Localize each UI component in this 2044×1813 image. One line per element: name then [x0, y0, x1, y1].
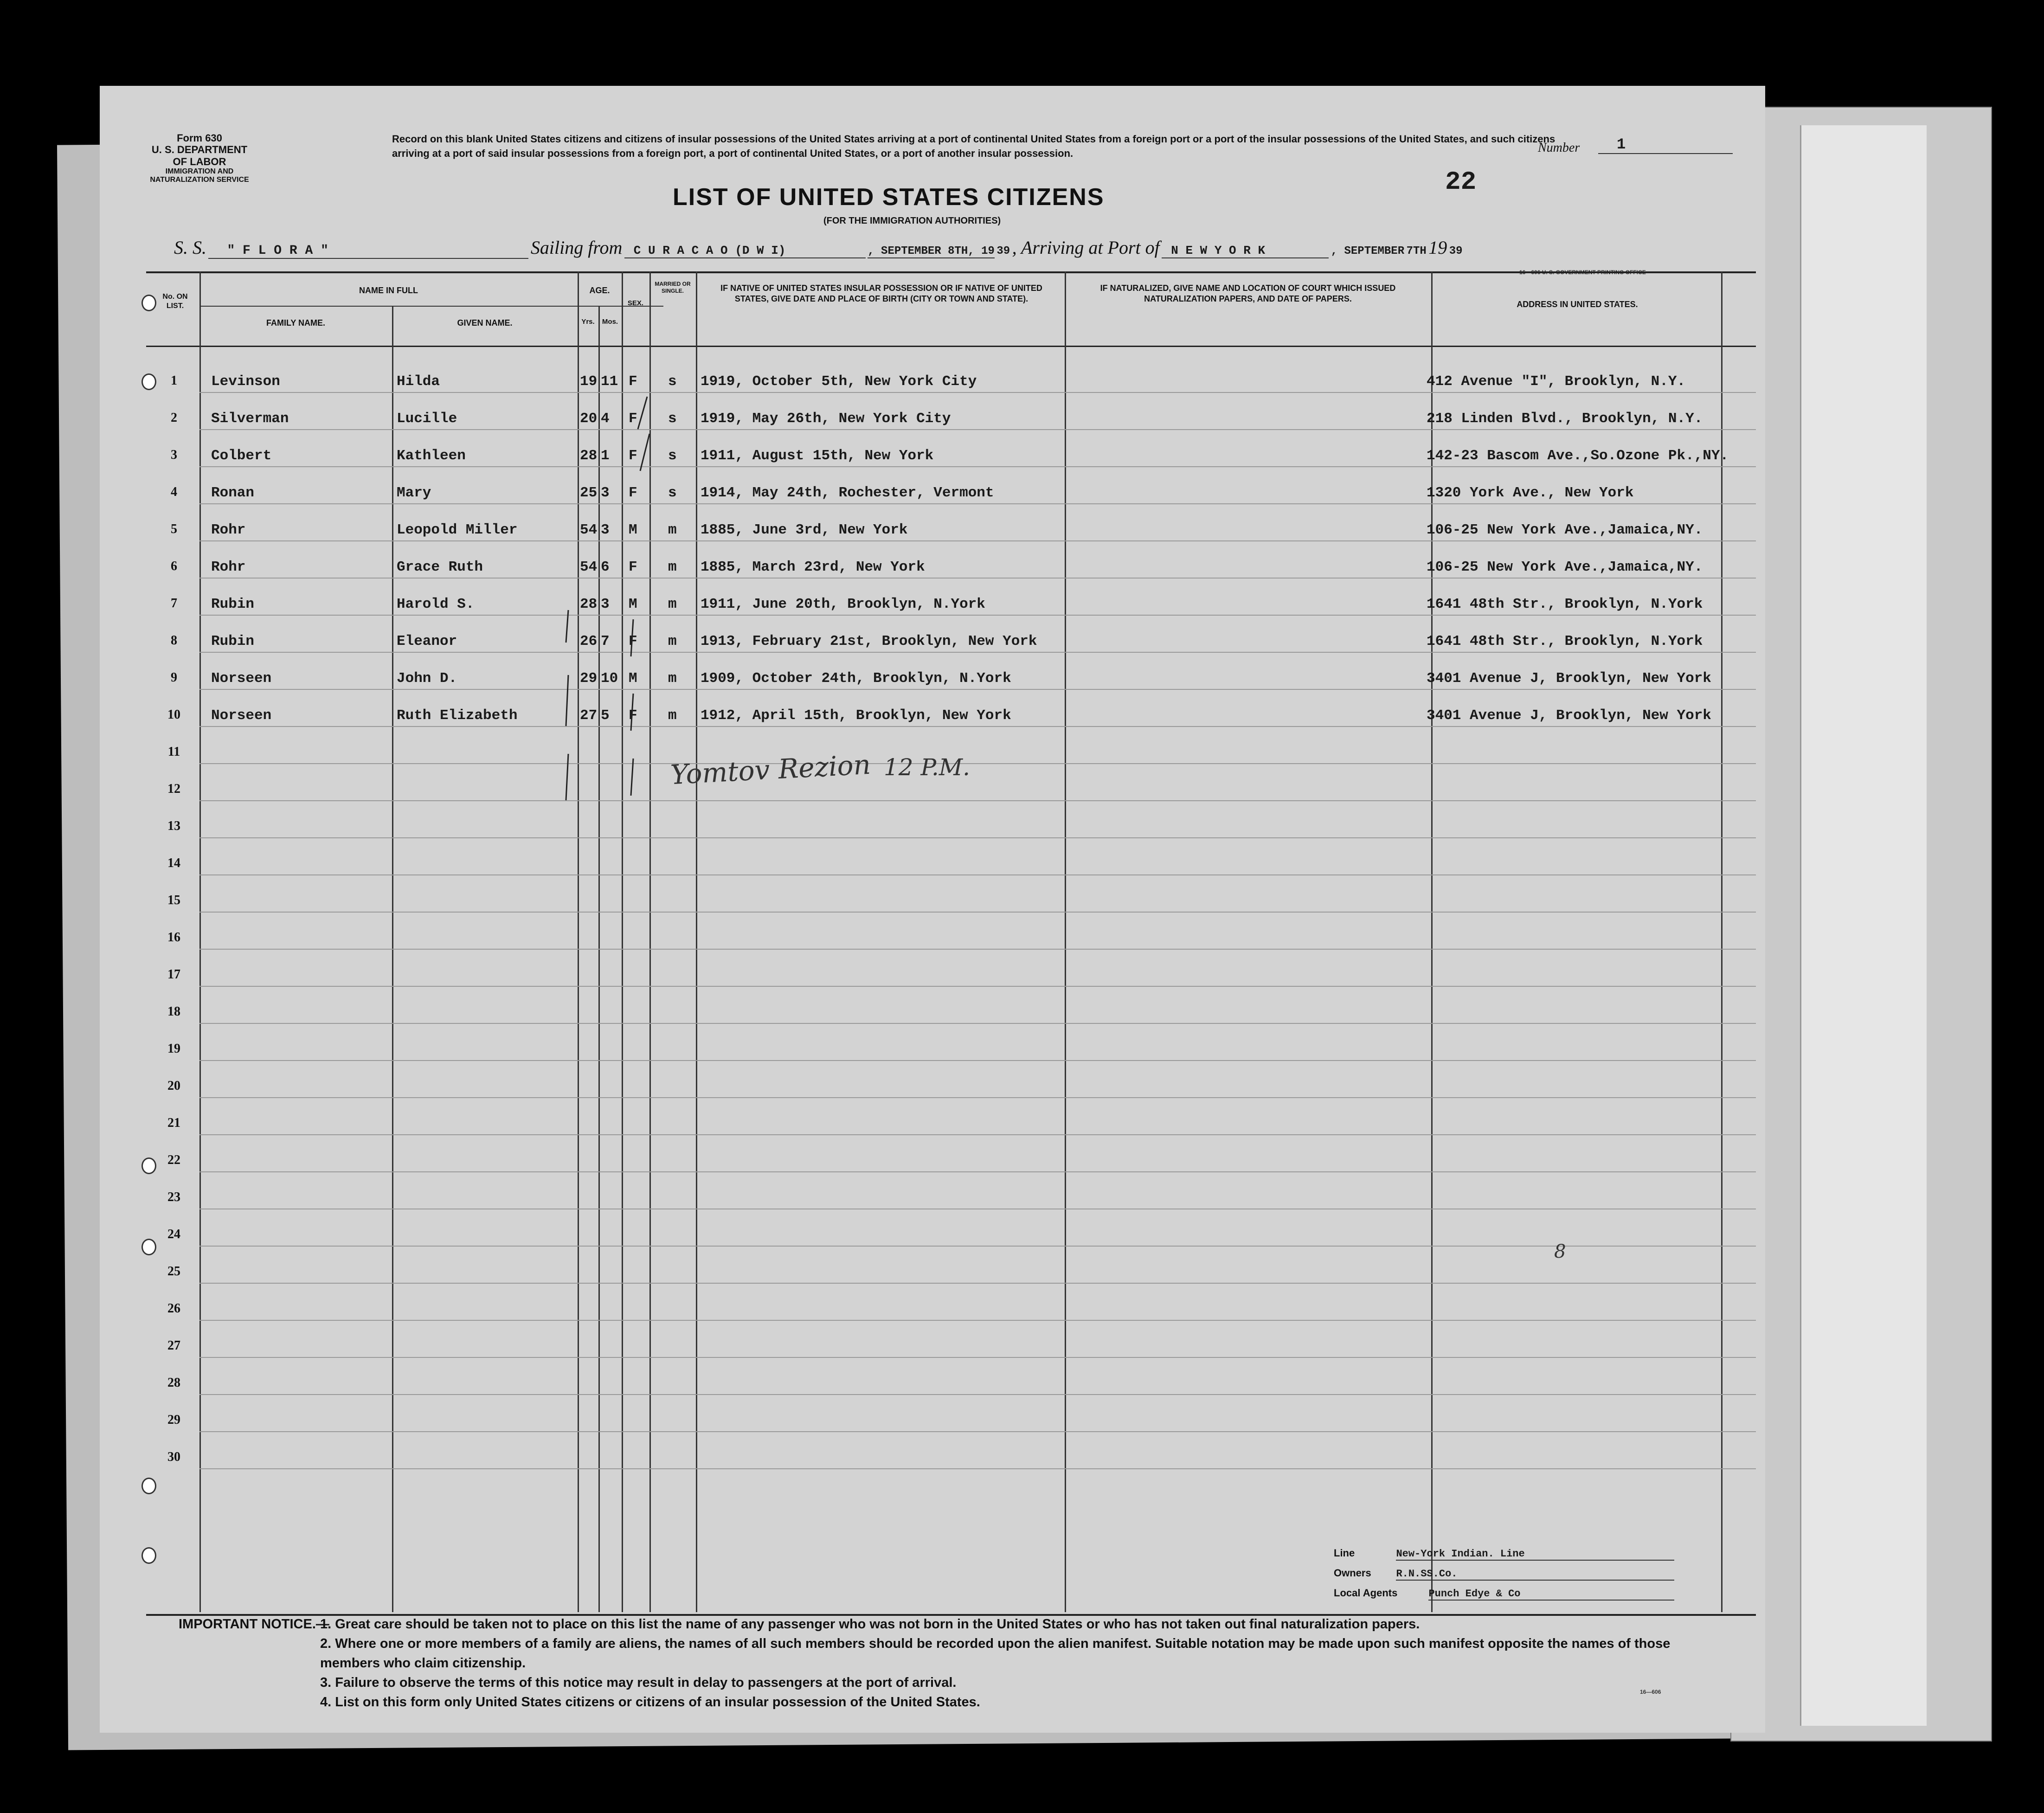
- binder-hole: [141, 373, 156, 390]
- footer-company: [1334, 1547, 1751, 1601]
- record-instructions: Record on this blank United States citizens and citizens of insular possessions of the United States arriving at a port of continental United States from a foreign port or a port of the insular possessions of the United States, and such citizens arriving at a port of said insular possessions from a foreign port, a port of continental United States, or a port of another insular possession.: [392, 133, 1555, 159]
- row-number: 24: [167, 1227, 180, 1241]
- birth-info: 1919, October 5th, New York City: [701, 373, 977, 390]
- col-name-header: NAME IN FULL: [359, 286, 418, 295]
- given-name: Ruth Elizabeth: [397, 707, 518, 724]
- row-number: 19: [167, 1042, 180, 1056]
- row-number: 15: [167, 893, 180, 907]
- row-rule: [199, 689, 1756, 690]
- row-number: 18: [167, 1004, 180, 1019]
- marital-status: m: [668, 670, 677, 687]
- row-rule: [199, 726, 1756, 727]
- row-number: 13: [167, 819, 180, 833]
- age-months: 6: [601, 559, 610, 575]
- row-number: 1: [171, 373, 177, 388]
- address: 3401 Avenue J, Brooklyn, New York: [1427, 670, 1711, 687]
- row-number: 23: [167, 1190, 180, 1204]
- marital-status: m: [668, 596, 677, 612]
- notice-items: [320, 1614, 1684, 1712]
- sex: F: [629, 448, 637, 464]
- address: 218 Linden Blvd., Brooklyn, N.Y.: [1427, 411, 1703, 427]
- col-married-header: MARRIED OR SINGLE.: [655, 281, 691, 294]
- age-years: 54: [580, 559, 598, 575]
- row-rule: [199, 1171, 1756, 1172]
- row-number: 27: [167, 1338, 180, 1353]
- birth-info: 1912, April 15th, Brooklyn, New York: [701, 707, 1011, 724]
- age-months: 1: [601, 448, 610, 464]
- sex: F: [629, 707, 637, 724]
- address: 106-25 New York Ave.,Jamaica,NY.: [1427, 559, 1703, 575]
- given-name: Leopold Miller: [397, 522, 518, 538]
- row-number: 5: [171, 522, 177, 536]
- page-title: LIST OF UNITED STATES CITIZENS: [673, 184, 1105, 211]
- row-number: 29: [167, 1413, 180, 1427]
- sheet-number: 22: [1445, 167, 1477, 197]
- sex: M: [629, 522, 637, 538]
- sailing-from: C U R A C A O (D W I): [624, 244, 866, 258]
- arriving-label: , Arriving at Port of: [1012, 237, 1160, 258]
- notice-item-4: 4. List on this form only United States citizens or citizens of an insular possession of the United States.: [320, 1695, 980, 1710]
- col-sex-header: SEX.: [627, 299, 644, 307]
- family-name: Rohr: [211, 559, 246, 575]
- binder-hole: [141, 1478, 156, 1494]
- back-sheet-edge: [1800, 125, 1927, 1726]
- sex: F: [629, 633, 637, 649]
- line-value: New-York Indian. Line: [1396, 1548, 1674, 1561]
- row-rule: [199, 540, 1756, 541]
- marital-status: m: [668, 522, 677, 538]
- row-number: 25: [167, 1264, 180, 1279]
- age-months: 3: [601, 485, 610, 501]
- col-family-header: FAMILY NAME.: [266, 318, 326, 328]
- birth-info: 1909, October 24th, Brooklyn, N.York: [701, 670, 1011, 687]
- col-address-header: ADDRESS IN UNITED STATES.: [1517, 300, 1638, 309]
- row-number: 10: [167, 707, 180, 722]
- arrival-port: N E W Y O R K: [1162, 244, 1329, 258]
- manifest-page: [100, 86, 1765, 1733]
- age-months: 4: [601, 411, 610, 427]
- row-rule: [199, 615, 1756, 616]
- voyage-line: [174, 237, 1788, 264]
- age-years: 28: [580, 596, 598, 612]
- row-number: 21: [167, 1116, 180, 1130]
- row-number: 3: [171, 448, 177, 462]
- col-given-header: GIVEN NAME.: [457, 318, 513, 328]
- age-years: 20: [580, 411, 598, 427]
- sex: F: [629, 485, 637, 501]
- age-months: 7: [601, 633, 610, 649]
- row-rule: [199, 1134, 1756, 1135]
- age-years: 54: [580, 522, 598, 538]
- ship-name: " F L O R A ": [208, 244, 528, 259]
- row-number: 4: [171, 485, 177, 499]
- sailing-year: 39: [996, 245, 1010, 257]
- given-name: Harold S.: [397, 596, 475, 612]
- notice-heading: IMPORTANT NOTICE.—: [179, 1617, 329, 1632]
- printer-mark: 16—606 U. S. GOVERNMENT PRINTING OFFICE: [1519, 269, 1646, 276]
- col-divider: [622, 271, 623, 1612]
- col-divider: [392, 306, 393, 1612]
- row-rule: [199, 1357, 1756, 1358]
- age-months: 3: [601, 522, 610, 538]
- row-number: 28: [167, 1376, 180, 1390]
- page-subtitle: (FOR THE IMMIGRATION AUTHORITIES): [823, 216, 1001, 226]
- family-name: Levinson: [211, 373, 280, 390]
- row-number: 2: [171, 411, 177, 425]
- col-divider: [1431, 271, 1433, 1612]
- birth-info: 1885, June 3rd, New York: [701, 522, 908, 538]
- given-name: Grace Ruth: [397, 559, 483, 575]
- printer-mark-footer: 16—606: [1640, 1689, 1661, 1695]
- row-rule: [199, 1097, 1756, 1098]
- row-rule: [199, 874, 1756, 875]
- col-mos-header: Mos.: [602, 318, 618, 326]
- family-name: Rubin: [211, 633, 255, 649]
- binder-hole: [141, 1547, 156, 1564]
- notice-item-2: 2. Where one or more members of a family are aliens, the names of all such members should be recorded upon the alien manifest. Suitable notation may be made upon such manifest opposite the names of those members who claim citizenship.: [320, 1636, 1671, 1671]
- birth-info: 1913, February 21st, Brooklyn, New York: [701, 633, 1037, 649]
- marital-status: m: [668, 559, 677, 575]
- row-number: 26: [167, 1301, 180, 1316]
- family-name: Colbert: [211, 448, 272, 464]
- birth-info: 1911, June 20th, Brooklyn, N.York: [701, 596, 985, 612]
- family-name: Ronan: [211, 485, 255, 501]
- birth-info: 1885, March 23rd, New York: [701, 559, 925, 575]
- family-name: Norseen: [211, 707, 272, 724]
- row-number: 17: [167, 967, 180, 982]
- address: 1641 48th Str., Brooklyn, N.York: [1427, 596, 1703, 612]
- address: 3401 Avenue J, Brooklyn, New York: [1427, 707, 1711, 724]
- agents-label: Local Agents: [1334, 1587, 1398, 1599]
- address: 1320 York Ave., New York: [1427, 485, 1634, 501]
- row-rule: [199, 1320, 1756, 1321]
- row-number: 8: [171, 633, 177, 648]
- row-rule: [199, 429, 1756, 430]
- birth-info: 1911, August 15th, New York: [701, 448, 934, 464]
- given-name: Hilda: [397, 373, 440, 390]
- row-rule: [199, 1468, 1756, 1469]
- marital-status: s: [668, 373, 677, 390]
- age-months: 11: [601, 373, 618, 390]
- row-rule: [199, 763, 1756, 764]
- binder-hole: [141, 1157, 156, 1174]
- row-rule: [199, 652, 1756, 653]
- row-rule: [199, 1283, 1756, 1284]
- birth-info: 1919, May 26th, New York City: [701, 411, 951, 427]
- notice-item-3: 3. Failure to observe the terms of this notice may result in delay to passengers at the port of arrival.: [320, 1675, 957, 1691]
- col-divider: [1721, 271, 1723, 1612]
- line-label: Line: [1334, 1547, 1355, 1559]
- row-rule: [199, 1023, 1756, 1024]
- row-rule: [199, 837, 1756, 838]
- address: 142-23 Bascom Ave.,So.Ozone Pk.,NY.: [1427, 448, 1729, 464]
- age-years: 27: [580, 707, 598, 724]
- family-name: Rohr: [211, 522, 246, 538]
- sex: M: [629, 670, 637, 687]
- owners-value: R.N.SS.Co.: [1396, 1568, 1674, 1581]
- row-rule: [199, 1394, 1756, 1395]
- marital-status: m: [668, 707, 677, 724]
- age-months: 3: [601, 596, 610, 612]
- number-value: 1: [1598, 136, 1733, 154]
- age-years: 29: [580, 670, 598, 687]
- col-divider: [598, 306, 600, 1612]
- handwritten-time: 12 P.M.: [884, 754, 971, 781]
- row-rule: [199, 912, 1756, 913]
- col-divider: [199, 271, 201, 1612]
- row-number: 11: [167, 745, 180, 759]
- given-name: Eleanor: [397, 633, 457, 649]
- sex: F: [629, 411, 637, 427]
- row-number: 6: [171, 559, 177, 573]
- col-yrs-header: Yrs.: [581, 318, 595, 326]
- address: 1641 48th Str., Brooklyn, N.York: [1427, 633, 1703, 649]
- row-rule: [199, 1246, 1756, 1247]
- sex: F: [629, 373, 637, 390]
- sex: F: [629, 559, 637, 575]
- arrival-date: , SEPTEMBER: [1331, 245, 1405, 257]
- row-number: 16: [167, 930, 180, 945]
- sex: M: [629, 596, 637, 612]
- age-years: 19: [580, 373, 598, 390]
- given-name: Lucille: [397, 411, 457, 427]
- row-rule: [199, 466, 1756, 467]
- manifest-table: [146, 271, 1756, 1616]
- row-rule: [199, 503, 1756, 504]
- tick-marks: [629, 378, 666, 796]
- arrival-day: 7TH: [1406, 245, 1427, 257]
- agents-value: Punch Edye & Co: [1428, 1588, 1674, 1601]
- row-number: 14: [167, 856, 180, 870]
- marital-status: s: [668, 485, 677, 501]
- col-divider: [578, 271, 579, 1612]
- age-years: 25: [580, 485, 598, 501]
- given-name: John D.: [397, 670, 457, 687]
- given-name: Mary: [397, 485, 431, 501]
- age-months: 5: [601, 707, 610, 724]
- service: IMMIGRATION AND NATURALIZATION SERVICE: [150, 167, 249, 184]
- col-age-header: AGE.: [589, 286, 610, 295]
- row-number: 30: [167, 1450, 180, 1464]
- col-native-header: IF NATIVE OF UNITED STATES INSULAR POSSESSION OR IF NATIVE OF UNITED STATES, GIVE DATE AND PLACE OF BIRTH (CITY OR TOWN AND STATE).: [720, 283, 1042, 303]
- row-rule: [199, 1431, 1756, 1432]
- row-rule: [199, 986, 1756, 987]
- marital-status: m: [668, 633, 677, 649]
- address: 412 Avenue "I", Brooklyn, N.Y.: [1427, 373, 1686, 390]
- address: 106-25 New York Ave.,Jamaica,NY.: [1427, 522, 1703, 538]
- row-number: 20: [167, 1079, 180, 1093]
- binder-hole: [141, 1239, 156, 1255]
- owners-label: Owners: [1334, 1567, 1371, 1579]
- family-name: Norseen: [211, 670, 272, 687]
- age-months: 10: [601, 670, 618, 687]
- birth-info: 1914, May 24th, Rochester, Vermont: [701, 485, 994, 501]
- binder-hole: [141, 295, 156, 311]
- marital-status: s: [668, 448, 677, 464]
- department: U. S. DEPARTMENT OF LABOR: [151, 144, 248, 167]
- col-divider: [1065, 271, 1066, 1612]
- row-number: 22: [167, 1153, 180, 1167]
- notice-item-1: 1. Great care should be taken not to place on this list the name of any passenger who was not born in the United States or who has not taken out final naturalization papers.: [320, 1617, 1420, 1632]
- arrival-year: 39: [1449, 245, 1463, 257]
- col-naturalized-header: IF NATURALIZED, GIVE NAME AND LOCATION OF COURT WHICH ISSUED NATURALIZATION PAPERS, AND DATE OF PAPERS.: [1100, 283, 1396, 303]
- row-rule: [199, 392, 1756, 393]
- sailing-date: , SEPTEMBER 8TH, 19: [868, 245, 995, 257]
- age-years: 28: [580, 448, 598, 464]
- arrival-19: 19: [1428, 237, 1447, 258]
- row-rule: [199, 949, 1756, 950]
- age-years: 26: [580, 633, 598, 649]
- number-label: Number: [1538, 141, 1580, 155]
- margin-mark: 8: [1554, 1241, 1566, 1262]
- row-rule: [199, 1060, 1756, 1061]
- ss-label: S. S.: [174, 237, 206, 258]
- row-rule: [199, 578, 1756, 579]
- family-name: Rubin: [211, 596, 255, 612]
- row-rule: [199, 800, 1756, 801]
- col-no-header: No. ON LIST.: [162, 293, 188, 310]
- col-divider: [696, 271, 697, 1612]
- form-number: Form 630: [177, 132, 222, 144]
- row-number: 12: [167, 782, 180, 796]
- row-number: 7: [171, 596, 177, 611]
- sailing-label: Sailing from: [530, 237, 623, 258]
- header-rule: [146, 346, 1756, 347]
- row-number: 9: [171, 670, 177, 685]
- form-header: [144, 132, 255, 185]
- given-name: Kathleen: [397, 448, 466, 464]
- marital-status: s: [668, 411, 677, 427]
- handwritten-signature: Yomtov Rezion: [669, 748, 872, 791]
- family-name: Silverman: [211, 411, 289, 427]
- tick-marks: [559, 605, 573, 805]
